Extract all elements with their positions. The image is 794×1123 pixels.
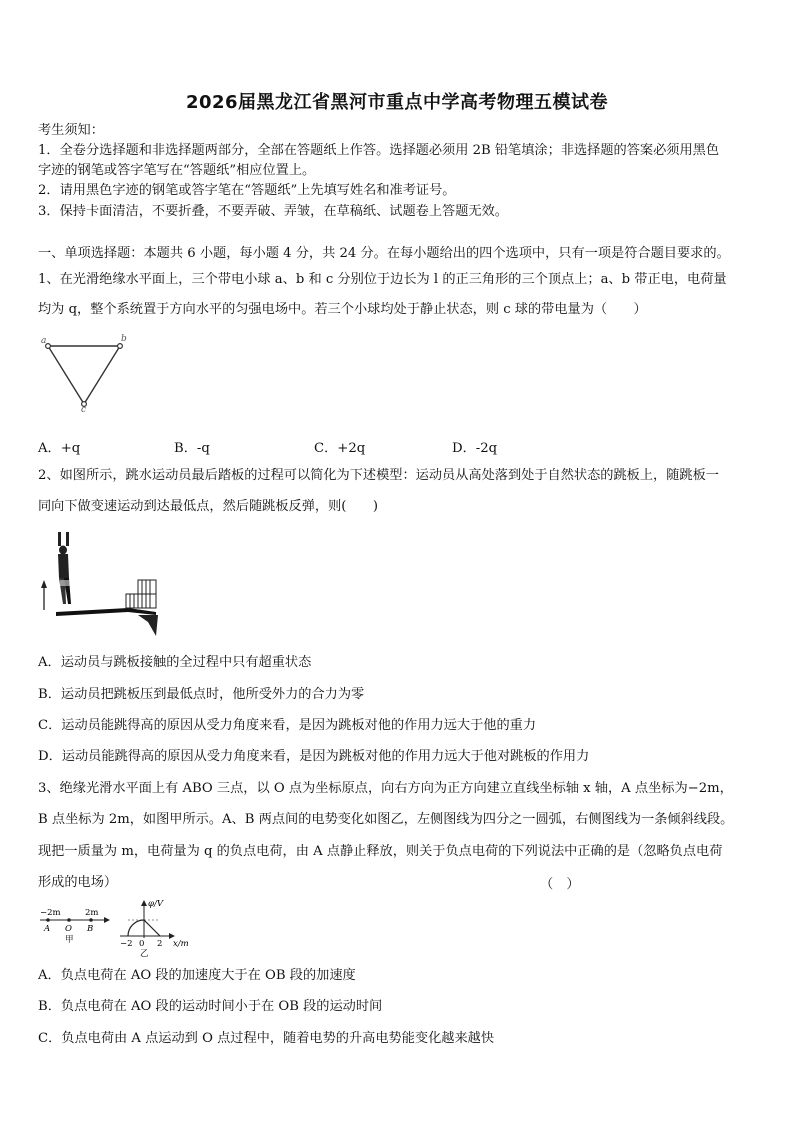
q3-option-a: A．负点电荷在 AO 段的加速度大于在 OB 段的加速度 — [38, 968, 356, 983]
fig-b-tick-neg2: −2 — [120, 939, 133, 949]
q3-option-c: C．负点电荷由 A 点运动到 O 点过程中，随着电势的升高电势能变化越来越快 — [38, 1031, 495, 1046]
fig-b-ylabel: φ/V — [148, 899, 163, 909]
q2-stem-line1: 2、如图所示，跳水运动员最后踏板的过程可以简化为下述模型：运动员从高处落到处于自然状态的跳板上，随跳板一 — [38, 468, 719, 483]
q3-option-b: B．负点电荷在 AO 段的运动时间小于在 OB 段的运动时间 — [38, 999, 383, 1014]
triangle-shape — [48, 346, 120, 404]
fig-a-point-a: A — [44, 924, 51, 934]
q1-option-c: C．+2q — [314, 441, 366, 456]
notice-item-2: 2．请用黑色字迹的钢笔或答字笔在“答题纸”上先填写姓名和准考证号。 — [38, 183, 456, 198]
q3-stem-line1: 3、绝缘光滑水平面上有 ABO 三点，以 O 点为坐标原点，向右方向为正方向建立直线坐标轴 x 轴，A 点坐标为−2m， — [38, 781, 733, 796]
fig-b-caption: 乙 — [140, 949, 149, 958]
notice-item-1a: 1．全卷分选择题和非选择题两部分，全部在答题纸上作答。选择题必须用 2B 铅笔填涂；非选择题的答案必须用黑色 — [38, 143, 720, 158]
page-title: 2026届黑龙江省黑河市重点中学高考物理五模试卷 — [185, 92, 609, 113]
fig-a-left-label: −2m — [40, 908, 61, 918]
ball-b — [118, 344, 123, 349]
label-a: a — [41, 336, 47, 346]
fig-a-right-label: 2m — [85, 908, 99, 918]
q3-figures — [36, 896, 211, 958]
q3-stem-line2: B 点坐标为 2m，如图甲所示。A、B 两点间的电势变化如图乙，左侧图线为四分之一圆弧，右侧图线为一条倾斜线段。 — [38, 812, 734, 827]
q2-diver-figure — [38, 528, 163, 643]
q3-stem-line3: 现把一质量为 m，电荷量为 q 的负点电荷，由 A 点静止释放，则关于负点电荷的下列说法中正确的是（忽略负点电荷 — [38, 844, 723, 859]
label-b: b — [121, 334, 127, 344]
label-c: c — [81, 405, 87, 414]
fig-a-point-o: O — [65, 924, 72, 934]
q1-triangle-figure — [38, 334, 138, 414]
q3-answer-bracket: （ ） — [540, 877, 580, 892]
q1-option-d: D．-2q — [452, 441, 498, 456]
q2-option-d: D．运动员能跳得高的原因从受力角度来看，是因为跳板对他的作用力远大于他对跳板的作用力 — [38, 749, 590, 764]
notice-item-3: 3．保持卡面清洁，不要折叠，不要弄破、弄皱，在草稿纸、试题卷上答题无效。 — [38, 204, 508, 219]
fig-b-tick-2: 2 — [157, 939, 163, 949]
q1-option-b: B．-q — [174, 441, 210, 456]
fig-b-xlabel: x/m — [173, 939, 189, 949]
q2-option-b: B．运动员把跳板压到最低点时，他所受外力的合力为零 — [38, 687, 365, 702]
fig-a-point-b: B — [87, 924, 94, 934]
fig-b-tick-0: 0 — [139, 939, 145, 949]
notice-header: 考生须知： — [38, 123, 104, 138]
section-1-heading: 一、单项选择题：本题共 6 小题，每小题 4 分，共 24 分。在每小题给出的四个选项中，只有一项是符合题目要求的。 — [38, 246, 730, 261]
notice-item-1b: 字迹的钢笔或答字笔写在“答题纸”相应位置上。 — [38, 163, 316, 178]
q2-option-c: C．运动员能跳得高的原因从受力角度来看，是因为跳板对他的作用力远大于他的重力 — [38, 718, 537, 733]
q1-stem-line2: 均为 q，整个系统置于方向水平的匀强电场中。若三个小球均处于静止状态，则 c 球的带电量为（ ） — [38, 302, 647, 317]
q2-option-a: A．运动员与跳板接触的全过程中只有超重状态 — [38, 655, 312, 670]
fig-a-caption: 甲 — [65, 935, 74, 945]
q1-stem-line1: 1、在光滑绝缘水平面上，三个带电小球 a、b 和 c 分别位于边长为 l 的正三角形的三个顶点上；a、b 带正电，电荷量 — [38, 272, 727, 287]
q3-stem-line4: 形成的电场） — [38, 875, 118, 890]
q1-option-a: A．+q — [38, 441, 81, 456]
q2-stem-line2: 同向下做变速运动到达最低点，然后随跳板反弹，则( ) — [38, 499, 378, 514]
